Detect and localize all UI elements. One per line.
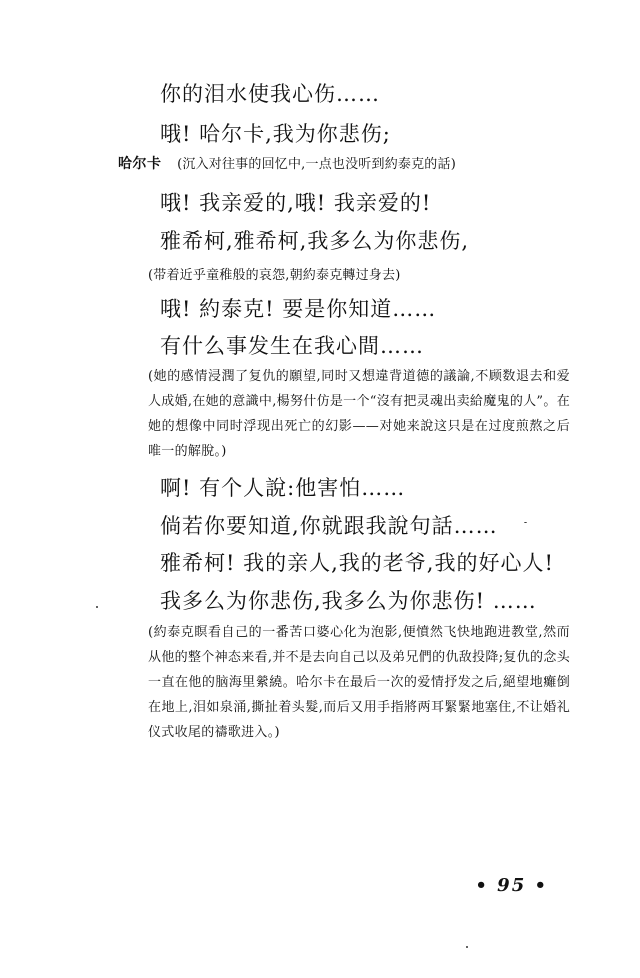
verse-line-1: 你的泪水使我心伤…… (160, 82, 380, 106)
stage-direction-2: (她的感情浸潤了复仇的願望,同时又想違背道德的議論,不顾数退去和爱人成婚,在她的意識中,楊努什仿是一个“沒有把灵魂出卖給魔鬼的人”。在她的想像中同时浮现出死亡的幻影——对她来說这只是在过度煎熬之后唯一的解脫。) (148, 369, 570, 459)
speaker-line (118, 153, 456, 173)
verse-line-8: 倘若你要知道,你就跟我說句話…… (160, 514, 498, 538)
verse-line-9: 雅希柯! 我的亲人,我的老爷,我的好心人! (160, 551, 554, 575)
speaker-name: 哈尔卡 (118, 156, 162, 172)
verse-line-4: 雅希柯,雅希柯,我多么为你悲伤, (160, 229, 470, 253)
verse-line-2: 哦! 哈尔卡,我为你悲伤; (160, 122, 391, 146)
verse-line-7: 啊! 有个人說:他害怕…… (160, 476, 406, 500)
print-speck (96, 606, 98, 608)
page-number: • 95 • (475, 875, 548, 896)
stage-direction-3: (約泰克瞑看自己的一番苦口婆心化为泡影,便憤然飞快地跑进教堂,然而从他的整个神态来看,并不是去向自己以及弟兄們的仇敌投降;复仇的念头一直在他的脑海里縈繞。哈尔卡在最后一次的爱情抒发之后,絕望地癱倒在地上,泪如泉涌,撕扯着头髮,而后又用手指將两耳緊緊地塞住,不让婚礼仪式收尾的禱歌进入。) (148, 625, 570, 740)
print-speck (524, 522, 527, 523)
verse-line-5: 哦! 約泰克! 要是你知道…… (160, 297, 437, 321)
verse-line-10: 我多么为你悲伤,我多么为你悲伤! …… (160, 589, 537, 613)
speaker-stage-direction: (沉入对往事的回忆中,一点也没听到約泰克的話) (177, 157, 456, 172)
verse-line-3: 哦! 我亲爱的,哦! 我亲爱的! (160, 191, 432, 215)
verse-line-6: 有什么事发生在我心間…… (160, 334, 424, 358)
stage-direction-1: (带着近乎童稚般的哀怨,朝約泰克轉过身去) (148, 268, 401, 283)
print-speck (466, 946, 468, 948)
